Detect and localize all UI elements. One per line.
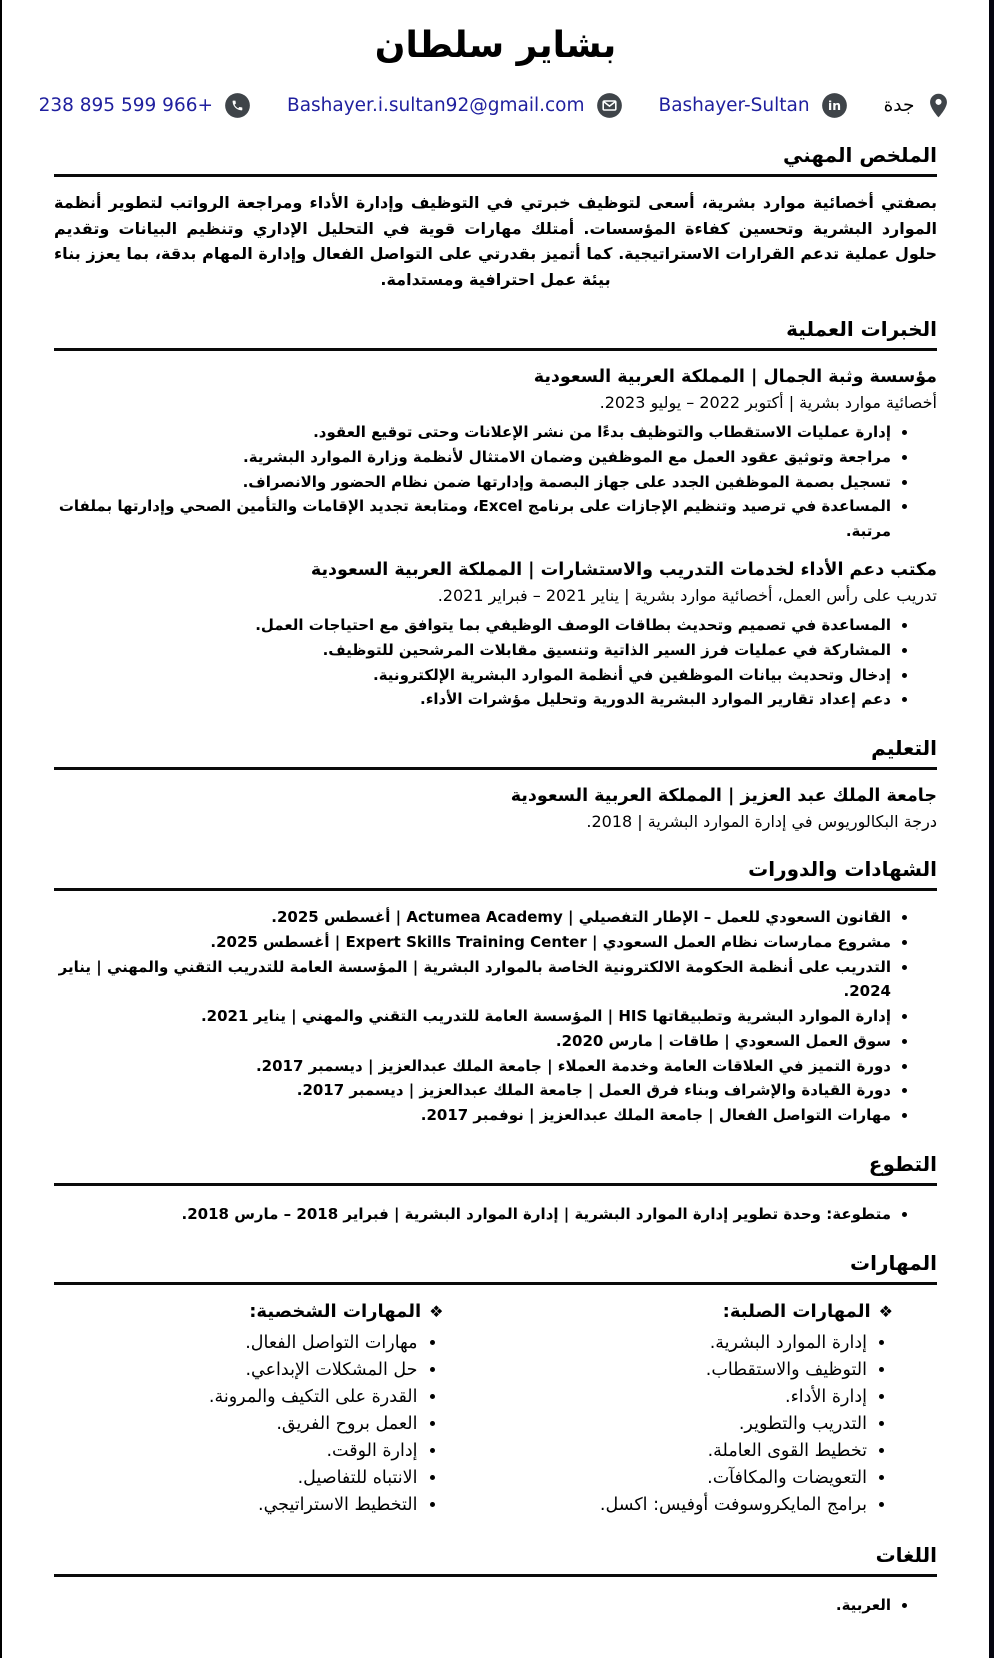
hard-skill-item: • التدريب والتطوير. — [496, 1411, 868, 1438]
phone-icon — [224, 92, 251, 119]
certification-item: • إدارة الموارد البشرية وتطبيقاتها HIS | المؤسسة العامة للتدريب التقني والمهني | يناير 2021. — [54, 1004, 891, 1029]
hard-skill-item: • إدارة الأداء. — [496, 1384, 868, 1411]
job-company: مكتب دعم الأداء لخدمات التدريب والاستشارات | المملكة العربية السعودية — [310, 559, 937, 580]
job-role-period: تدريب على رأس العمل، أخصائية موارد بشرية | يناير 2021 – فبراير 2021. — [437, 585, 937, 605]
personal-skills-list — [54, 1330, 444, 1520]
hard-skills-column — [496, 1301, 938, 1520]
job-bullet: • إدخال وتحديث بيانات الموظفين في أنظمة الموارد البشرية الإلكترونية. — [54, 663, 891, 688]
experience-title: الخبرات العملية — [54, 317, 937, 351]
contact-email — [287, 92, 623, 119]
personal-skills-header — [54, 1301, 444, 1322]
volunteering-title: التطوع — [54, 1152, 937, 1186]
hard-skills-header — [496, 1301, 894, 1322]
certification-item: • التدريب على أنظمة الحكومة الالكترونية الخاصة بالموارد البشرية | المؤسسة العامة للتدريب التقني والمهني | يناير 2024. — [54, 955, 891, 1005]
job-bullet: • دعم إعداد تقارير الموارد البشرية الدورية وتحليل مؤشرات الأداء. — [54, 687, 891, 712]
contact-phone — [39, 92, 251, 119]
section-summary — [54, 143, 937, 294]
certification-item: • دورة القيادة والإشراف وبناء فرق العمل | جامعة الملك عبدالعزيز | ديسمبر 2017. — [54, 1078, 891, 1103]
job-role-period: أخصائية موارد بشرية | أكتوبر 2022 – يوليو 2023. — [599, 392, 937, 412]
job-bullet: • المساعدة في ترصيد وتنظيم الإجازات على برنامج Excel، ومتابعة تجديد الإقامات والتأمين الصحي وإدارتها بملفات مرتبة. — [54, 494, 891, 544]
section-volunteering — [54, 1152, 937, 1227]
education-school: جامعة الملك عبد العزيز | المملكة العربية السعودية — [510, 786, 937, 806]
hard-skill-item: • التعويضات والمكافآت. — [496, 1465, 868, 1492]
contact-linkedin — [659, 92, 848, 119]
hard-skill-item: • التوظيف والاستقطاب. — [496, 1357, 868, 1384]
hard-skill-item: • برامج المايكروسوفت أوفيس: اكسل. — [496, 1492, 868, 1519]
personal-skills-column — [54, 1301, 496, 1520]
job-bullet: • المشاركة في عمليات فرز السير الذاتية وتنسيق مقابلات المرشحين للتوظيف. — [54, 638, 891, 663]
linkedin-link[interactable]: Bashayer-Sultan — [658, 94, 810, 116]
certifications-title: الشهادات والدورات — [54, 857, 937, 891]
job-company: مؤسسة وثبة الجمال | المملكة العربية السعودية — [533, 367, 937, 388]
location-text: جدة — [883, 94, 915, 116]
section-languages — [54, 1543, 937, 1618]
linkedin-icon — [821, 92, 848, 119]
summary-title: الملخص المهني — [54, 143, 937, 177]
personal-skill-item: • القدرة على التكيف والمرونة. — [54, 1384, 418, 1411]
certification-item: • مهارات التواصل الفعال | جامعة الملك عبدالعزيز | نوفمبر 2017. — [54, 1103, 891, 1128]
section-skills — [54, 1251, 937, 1520]
candidate-name: بشاير سلطان — [374, 25, 617, 66]
diamond-marker-icon: ❖ — [429, 1301, 444, 1321]
email-link[interactable]: Bashayer.i.sultan92@gmail.com — [287, 94, 585, 116]
job-bullet: • مراجعة وتوثيق عقود العمل مع الموظفين وضمان الامتثال لأنظمة وزارة الموارد البشرية. — [54, 445, 891, 470]
skills-title: المهارات — [54, 1251, 937, 1285]
job-bullet: • إدارة عمليات الاستقطاب والتوظيف بدءًا من نشر الإعلانات وحتى توقيع العقود. — [54, 420, 891, 445]
job-bullet-list — [54, 613, 937, 712]
languages-title: اللغات — [54, 1543, 937, 1577]
education-entry — [54, 785, 937, 833]
certification-item: • سوق العمل السعودي | طاقات | مارس 2020. — [54, 1029, 891, 1054]
section-education — [54, 736, 937, 833]
phone-link[interactable]: +966 599 895 238 — [38, 94, 213, 116]
volunteering-list — [54, 1202, 937, 1227]
location-pin-icon — [925, 92, 952, 119]
hard-skills-label: المهارات الصلبة: — [722, 1300, 871, 1322]
email-icon — [596, 92, 623, 119]
certification-item: • القانون السعودي للعمل – الإطار التفصيلي | Actumea Academy | أغسطس 2025. — [54, 905, 891, 930]
job-entry — [54, 559, 937, 712]
hard-skill-item: • إدارة الموارد البشرية. — [496, 1330, 868, 1357]
volunteering-item: • متطوعة: وحدة تطوير إدارة الموارد البشرية | إدارة الموارد البشرية | فبراير 2018 – مارس 2018. — [54, 1202, 891, 1227]
certification-item: • مشروع ممارسات نظام العمل السعودي | Expert Skills Training Center | أغسطس 2025. — [54, 930, 891, 955]
job-bullet: • المساعدة في تصميم وتحديث بطاقات الوصف الوظيفي بما يتوافق مع احتياجات العمل. — [54, 613, 891, 638]
job-entry — [54, 366, 937, 544]
diamond-marker-icon: ❖ — [878, 1301, 893, 1321]
summary-text: بصفتي أخصائية موارد بشرية، أسعى لتوظيف خبرتي في التوظيف وإدارة الأداء ومراجعة الرواتب لتطوير أنظمة الموارد البشرية وتحسين كفاءة المؤسسات. أمتلك مهارات قوية في التحليل الإداري وتنظيم البيانات وتقديم حلول عملية تدعم القرارات الاستراتيجية. كما أتميز بقدرتي على التواصل الفعال وإدارة المهام بدقة، بما يعزز بناء بيئة عمل احترافية ومستدامة. — [54, 192, 937, 290]
personal-skill-item: • العمل بروح الفريق. — [54, 1411, 418, 1438]
job-bullet: • تسجيل بصمة الموظفين الجدد على جهاز البصمة وإدارتها ضمن نظام الحضور والانصراف. — [54, 470, 891, 495]
section-certifications — [54, 857, 937, 1128]
personal-skill-item: • مهارات التواصل الفعال. — [54, 1330, 418, 1357]
personal-skill-item: • التخطيط الاستراتيجي. — [54, 1492, 418, 1519]
languages-list — [54, 1593, 937, 1618]
personal-skill-item: • الانتباه للتفاصيل. — [54, 1465, 418, 1492]
personal-skill-item: • حل المشكلات الإبداعي. — [54, 1357, 418, 1384]
hard-skill-item: • تخطيط القوى العاملة. — [496, 1438, 868, 1465]
job-bullet-list — [54, 420, 937, 544]
education-degree: درجة البكالوريوس في إدارة الموارد البشرية | 2018. — [586, 811, 937, 831]
certification-list — [54, 905, 937, 1128]
section-experience — [54, 317, 937, 712]
language-item: • العربية. — [54, 1593, 891, 1618]
hard-skills-list — [496, 1330, 894, 1520]
contact-row — [38, 92, 937, 119]
personal-skills-label: المهارات الشخصية: — [249, 1300, 422, 1322]
education-title: التعليم — [54, 736, 937, 770]
svg-text:in: in — [827, 98, 841, 113]
contact-location — [884, 92, 953, 119]
personal-skill-item: • إدارة الوقت. — [54, 1438, 418, 1465]
skills-columns — [54, 1301, 937, 1520]
certification-item: • دورة التميز في العلاقات العامة وخدمة العملاء | جامعة الملك عبدالعزيز | ديسمبر 2017. — [54, 1054, 891, 1079]
